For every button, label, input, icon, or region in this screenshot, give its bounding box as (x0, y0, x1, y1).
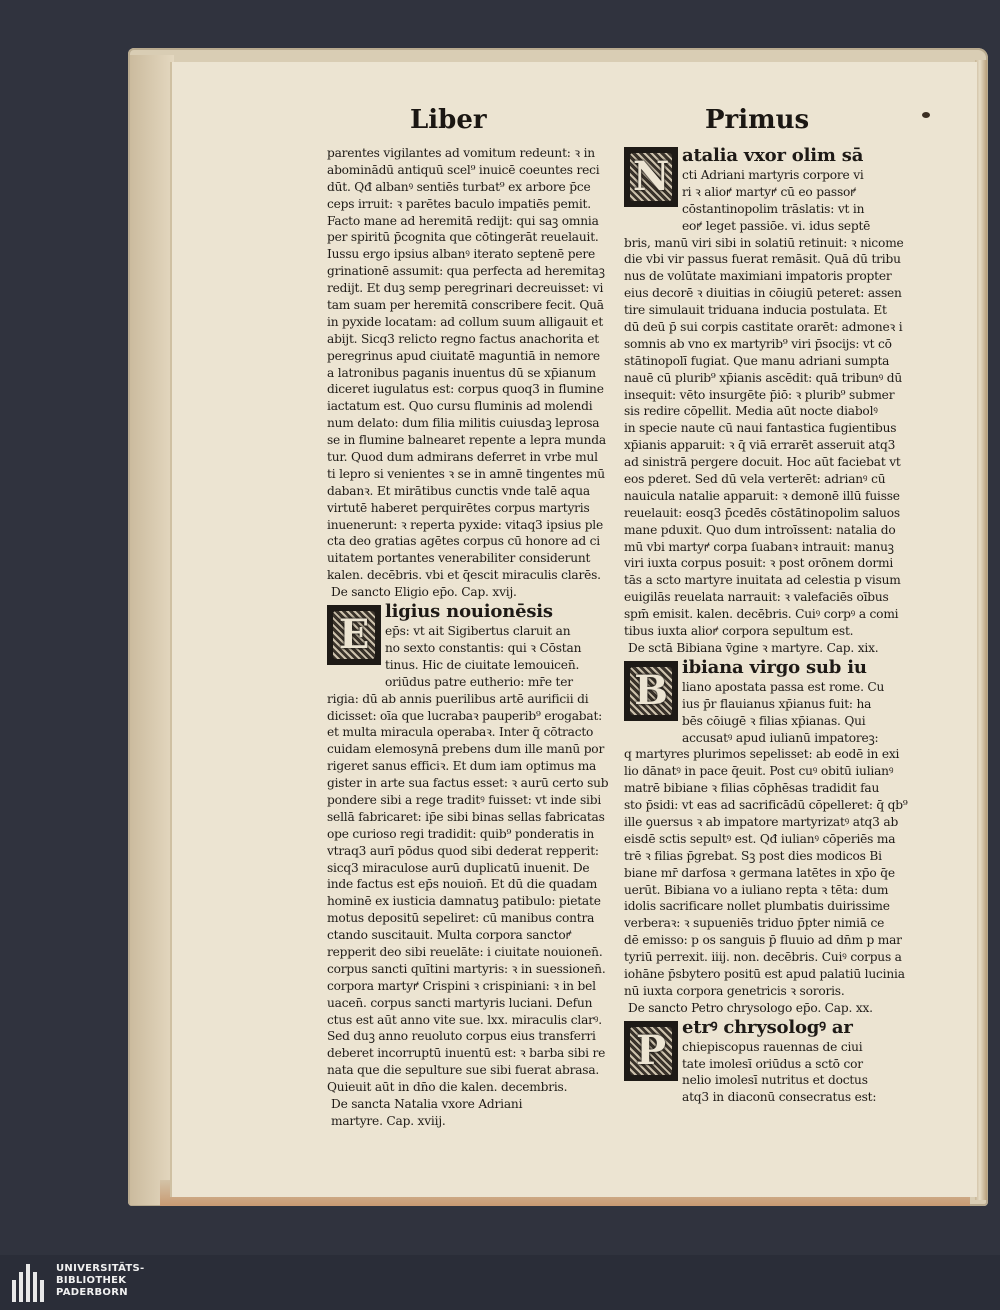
text-line: eos pderet. Sed dū vela verterēt: adrianꝰ cū (624, 472, 886, 487)
text-line: spm̄ emisit. kalen. decēbris. Cuiꝰ corpꝰ a comi (624, 607, 899, 622)
running-header-right: Primus (705, 105, 810, 135)
decorated-initial (327, 605, 381, 665)
text-line: tire simulauit triduana inducia postulata. Et (624, 303, 887, 318)
text-line: ad sinistrā pergere docuit. Hoc aūt faciebat vt (624, 455, 901, 470)
text-line: bris, manū viri sibi in solatiū retinuit: ꝛ nicome (624, 235, 904, 250)
text-line: iohāne p̄sbytero positū est apud palatiū lucinia (624, 966, 905, 981)
text-line: lio dānatꝰ in pace q̄euit. Post cuꝰ obitū iulianꝰ (624, 764, 894, 779)
text-line: repperit deo sibi reuelāte: i ciuitate nouionen̄. (327, 944, 603, 959)
text-line: insequit: vēto insurgēte p̄iō: ꝛ plurib⁹ submer (624, 387, 895, 402)
chapter-rubric: De sctā Bibiana v̄gine ꝛ martyre. Cap. xix. (628, 640, 879, 655)
text-line: a latronibus paganis inuentus dū se xp̄ianum (327, 365, 596, 380)
text-line: Facto mane ad heremitā redijt: qui saꝫ omnia (327, 213, 599, 228)
text-line: diceret iugulatus est: corpus quoq3 in flumine (327, 382, 604, 397)
text-line: abominādū antiquū scel⁹ inuicē coeuntes reci (327, 162, 600, 177)
text-line: ti lepro si venientes ꝛ se in amnē tingentes mū (327, 466, 605, 481)
text-line: sis redire cōpellit. Media aūt nocte diabolꝰ (624, 404, 878, 419)
decorated-initial (624, 1021, 678, 1081)
chapter-incipit: atalia vxor olim sā (682, 145, 864, 166)
text-line: liano apostata passa est rome. Cu (682, 679, 885, 694)
text-line: grinationē assumit: qua perfecta ad heremitaꝫ (327, 264, 605, 279)
text-line: tam suam per heremitā conscribere fecit. Quā (327, 298, 604, 313)
text-line: cōstantinopolim trāslatis: vt in (682, 201, 865, 216)
text-line: abijt. Sicq3 relicto regno factus anachorita et (327, 331, 599, 346)
text-line: uitatem portantes venerabiliter considerunt (327, 551, 591, 566)
text-line: tyriū perrexit. iiij. non. decēbris. Cuiꝰ corpus a (624, 950, 902, 965)
ink-spot (922, 112, 930, 118)
text-line: eius decorē ꝛ diuitias in cōiugiū peteret: assen (624, 286, 902, 301)
text-line: gister in arte sua factus esset: ꝛ aurū certo sub (327, 776, 609, 791)
text-line: dē emisso: p os sanguis p̄ fluuio ad dn̄m p mar (624, 933, 902, 948)
decorated-initial (624, 661, 678, 721)
text-line: rigeret sanus efficiꝛ. Et dum iam optimus ma (327, 759, 597, 774)
initial-letter: N (632, 153, 670, 200)
text-line: trē ꝛ filias p̄grebat. Sꝫ post dies modicos Bi (624, 848, 882, 863)
text-line: nauē cū plurib⁹ xp̄ianis ascēdit: quā tribunꝰ dū (624, 370, 902, 385)
left-text-column (327, 145, 612, 1130)
chapter-rubric: De sancto Petro chrysologo ep̄o. Cap. xx. (628, 1000, 873, 1015)
text-line: tibus iuxta alioꝵ corpora sepultum est. (624, 624, 854, 639)
running-header-left: Liber (410, 105, 487, 135)
text-line: iactatum est. Quo cursu fluminis ad molendi (327, 399, 593, 414)
text-line: xp̄ianis apparuit: ꝛ q̄ viā errarēt asseruit atq3 (624, 438, 896, 453)
text-line: q martyres plurimos sepelisset: ab eodē in exi (624, 747, 900, 762)
right-text-column (624, 145, 910, 1106)
text-line: verberaꝛ: ꝛ supueniēs triduo p̄pter nimiā ce (624, 916, 885, 931)
text-line: Iussu ergo ipsius albanꝰ iterato septenē pere (327, 247, 595, 262)
text-line: hominē ex iusticia damnatuꝫ patibulo: pietate (327, 894, 601, 909)
text-line: redijt. Et duꝫ semp peregrinari decreuisset: vi (327, 281, 604, 296)
text-line: idolis sacrificare nollet plumbatis duirissime (624, 899, 890, 914)
text-line: rigia: dū ab annis puerilibus artē aurificii di (327, 691, 589, 706)
text-line: ille ꝯuersus ꝛ ab impatore martyrizatꝰ atq3 ab (624, 814, 899, 829)
chapter-rubric: martyre. Cap. xviij. (331, 1113, 446, 1128)
text-line: vtraq3 aurī pōdus quod sibi dederat repperit: (327, 843, 599, 858)
text-line: motus depositū sepeliret: cū manibus contra (327, 911, 595, 926)
text-line: viri iuxta corpus posuit: ꝛ post orōnem dormi (624, 556, 894, 571)
text-line: parentes vigilantes ad vomitum redeunt: ꝛ in (327, 146, 595, 160)
text-line: bēs cōiugē ꝛ filias xp̄ianas. Qui (682, 713, 866, 728)
text-line: ius p̄r flauianus xp̄ianus fuit: ha (682, 696, 872, 711)
text-line: oriūdus patre eutherio: mr̄e ter (385, 674, 573, 689)
text-line: se in flumine balnearet repente a lepra munda (327, 433, 606, 448)
text-line: sicq3 miraculose aurū duplicatū inuenit. De (327, 860, 590, 875)
text-line: euigilās reuelata narrauit: ꝛ valefaciēs oībus (624, 590, 889, 605)
text-line: ep̄s: vt ait Sigibertus claruit an (385, 624, 571, 639)
text-line: tate imolesī oriūdus a sctō cor (682, 1056, 863, 1071)
text-line: nus de volūtate maximiani impatoris propter (624, 269, 892, 284)
library-name (56, 1263, 145, 1299)
text-line: kalen. decēbris. vbi et q̄escit miraculis clarēs. (327, 568, 601, 583)
text-line: dabanꝛ. Et mirātibus cunctis vnde talē aqua (327, 483, 590, 498)
text-line: Sed duꝫ anno reuoluto corpus eius transferri (327, 1029, 596, 1044)
text-line: Quieuit aūt in dn̄o die kalen. decembris. (327, 1080, 568, 1095)
text-line: dūt. Qđ albanꝰ sentiēs turbat⁹ ex arbore p̄ce (327, 179, 591, 194)
text-line: somnis ab vno ex martyrib⁹ viri p̄socijs: vt cō (624, 336, 892, 351)
text-line: matrē bibiane ꝛ filias cōphēsas tradidit fau (624, 781, 880, 796)
text-line: biane mr̄ darfosa ꝛ germana latētes in xp̄o q̄e (624, 865, 895, 880)
text-line: tinus. Hic de ciuitate lemouicen̄. (385, 657, 580, 672)
text-line: ctus est aūt anno vite sue. lxx. miraculis clarꝰ. (327, 1012, 602, 1027)
library-stamp-bar (0, 1255, 1000, 1310)
text-line: tur. Quod dum admirans deferret in vrbe mul (327, 450, 598, 465)
initial-letter: B (634, 667, 668, 715)
text-line: uacen̄. corpus sancti martyris luciani. Defun (327, 995, 593, 1010)
text-line: eoꝵ leget passiōe. vi. idus septē (682, 218, 871, 233)
initial-letter: E (338, 611, 370, 659)
text-line: sellā fabricaret: ip̄e sibi binas sellas fabricatas (327, 809, 605, 824)
text-line: pondere sibi a rege traditꝰ fuisset: vt inde sibi (327, 792, 602, 807)
text-line: nauicula natalie apparuit: ꝛ demonē illū fuisse (624, 488, 900, 503)
text-line: per spiritū p̄cognita que cōtingerāt reuelauit. (327, 230, 599, 245)
text-line: atq3 in diaconū consecratus est: (682, 1090, 877, 1105)
text-line: ri ꝛ alioꝵ martyꝵ cū eo passoꝵ (682, 184, 857, 199)
text-line: sto p̄sidi: vt eas ad sacrificādū cōpelleret: q̄ qb⁹ (624, 798, 908, 813)
text-line: corpora martyꝵ Crispini ꝛ crispiniani: ꝛ in bel (327, 978, 596, 993)
library-logo-icon (10, 1262, 50, 1302)
chapter-incipit: ibiana virgo sub iu (682, 656, 867, 678)
initial-letter: P (636, 1027, 666, 1075)
text-line: in specie naute cū naui fantastica fugientibus (624, 421, 897, 436)
text-line: inuenerunt: ꝛ reperta pyxide: vitaq3 ipsius ple (327, 517, 604, 532)
text-line: accusatꝰ apud iulianū impatoreꝫ: (682, 730, 879, 745)
library-name-line: BIBLIOTHEK (56, 1275, 127, 1286)
text-line: dicisset: oīa que lucrabaꝛ pauperib⁹ erogabat: (327, 708, 603, 723)
text-line: nū iuxta corpora genetricis ꝛ sororis. (624, 983, 845, 998)
text-line: eisdē sctis sepultꝰ est. Qđ iulianꝰ cōperiēs ma (624, 831, 896, 846)
text-line: virtutē haberet perquirētes corpus martyris (327, 500, 590, 515)
page-left-edge (130, 55, 174, 1205)
text-line: inde factus est ep̄s nouion̄. Et dū die quadam (327, 877, 598, 892)
text-line: die vbi vir passus fuerat remāsit. Quā dū tribu (624, 252, 901, 267)
chapter-rubric: De sancto Eligio ep̄o. Cap. xvij. (331, 585, 517, 600)
library-name-line: UNIVERSITÄTS- (56, 1263, 145, 1274)
text-line: stātinopolī fugiat. Que manu adriani sumpta (624, 353, 890, 368)
chapter-rubric: De sancta Natalia vxore Adriani (331, 1096, 523, 1111)
text-line: nelio imolesī nutritus et doctus (682, 1073, 868, 1088)
text-line: cti Adriani martyris corpore vi (682, 168, 864, 182)
text-line: num delato: dum filia militis cuiusdaꝫ leprosa (327, 416, 600, 431)
text-line: deberet incorruptū inuentū est: ꝛ barba sibi re (327, 1046, 606, 1061)
text-line: uerūt. Bibiana vo a iuliano repta ꝛ tēta: dum (624, 882, 889, 897)
text-line: cta deo gratias agētes corpus cū honore ad ci (327, 534, 600, 549)
chapter-incipit: ligius nouionēsis (385, 601, 553, 623)
text-line: corpus sancti quītini martyris: ꝛ in suessionen̄. (327, 961, 606, 976)
text-line: tās a scto martyre inuitata ad celestia p visum (624, 573, 901, 588)
text-line: ceps irruit: ꝛ parētes baculo impatiēs pemit. (327, 196, 591, 211)
text-line: ctando suscitauit. Multa corpora sanctoꝵ (327, 928, 572, 943)
library-name-line: PADERBORN (56, 1287, 128, 1298)
text-line: ope curioso regi tradidit: quib⁹ ponderatis in (327, 826, 594, 841)
text-line: et multa miracula operabaꝛ. Inter q̄ cōtracto (327, 725, 594, 740)
text-line: in pyxide locatam: ad collum suum alligauit et (327, 314, 604, 329)
decorated-initial (624, 147, 678, 207)
text-line: no sexto constantis: qui ꝛ Cōstan (385, 640, 582, 655)
text-line: mane pduxit. Quo dum introīssent: natalia do (624, 522, 896, 537)
text-line: reuelauit: eosq3 p̄cedēs cōstātinopolim saluos (624, 505, 900, 520)
text-line: nata que die sepulture sue sibi fuerat abrasa. (327, 1063, 600, 1078)
text-line: peregrinus apud ciuitatē maguntiā in nemore (327, 348, 600, 363)
text-line: mū vbi martyꝵ corpa ſuabanꝛ intrauit: manuꝫ (624, 539, 894, 554)
text-line: cuidam elemosynā prebens dum ille manū por (327, 742, 605, 757)
text-line: dū deū p̄ sui corpis castitate orarēt: admoneꝛ i (624, 320, 903, 335)
chapter-incipit: etrꝰ chrysologꝰ ar (682, 1016, 853, 1038)
text-line: chiepiscopus rauennas de ciui (682, 1039, 863, 1054)
